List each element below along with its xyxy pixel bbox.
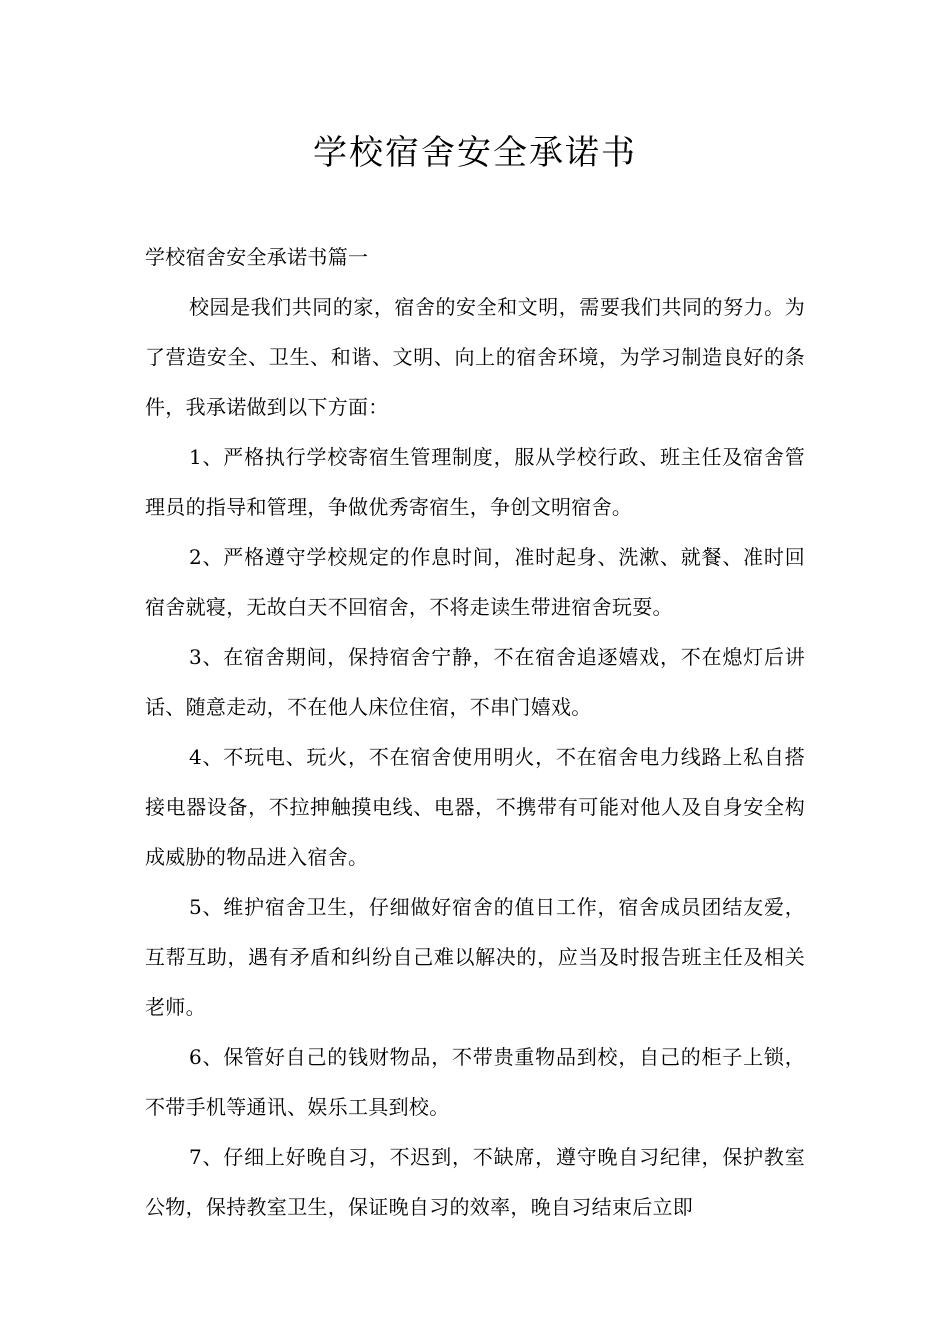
paragraph-item-6: 6、保管好自己的钱财物品，不带贵重物品到校，自己的柜子上锁，不带手机等通讯、娱乐工具到校。 [145,1045,805,1119]
paragraph-item-2: 2、严格遵守学校规定的作息时间，准时起身、洗漱、就餐、准时回宿舍就寝，无故白天不回宿舍，不将走读生带进宿舍玩耍。 [145,545,805,619]
section-subtitle: 学校宿舍安全承诺书篇一 [145,245,369,269]
paragraph-item-7: 7、仔细上好晚自习，不迟到，不缺席，遵守晚自习纪律，保护教室公物，保持教室卫生，保证晚自习的效率，晚自习结束后立即 [145,1145,805,1219]
document-body [145,232,805,1232]
document-title: 学校宿舍安全承诺书 [313,133,637,173]
paragraph-intro: 校园是我们共同的家，宿舍的安全和文明，需要我们共同的努力。为了营造安全、卫生、和谐、文明、向上的宿舍环境，为学习制造良好的条件，我承诺做到以下方面： [145,295,805,419]
paragraph-item-1: 1、严格执行学校寄宿生管理制度，服从学校行政、班主任及宿舍管理员的指导和管理，争做优秀寄宿生，争创文明宿舍。 [145,445,805,519]
paragraph-item-3: 3、在宿舍期间，保持宿舍宁静，不在宿舍追逐嬉戏，不在熄灯后讲话、随意走动，不在他人床位住宿，不串门嬉戏。 [145,645,805,719]
paragraph-item-4: 4、不玩电、玩火，不在宿舍使用明火，不在宿舍电力线路上私自搭接电器设备，不拉抻触摸电线、电器，不携带有可能对他人及自身安全构成威胁的物品进入宿舍。 [145,745,805,869]
paragraph-item-5: 5、维护宿舍卫生，仔细做好宿舍的值日工作，宿舍成员团结友爱，互帮互助，遇有矛盾和纠纷自己难以解决的，应当及时报告班主任及相关老师。 [145,895,805,1019]
